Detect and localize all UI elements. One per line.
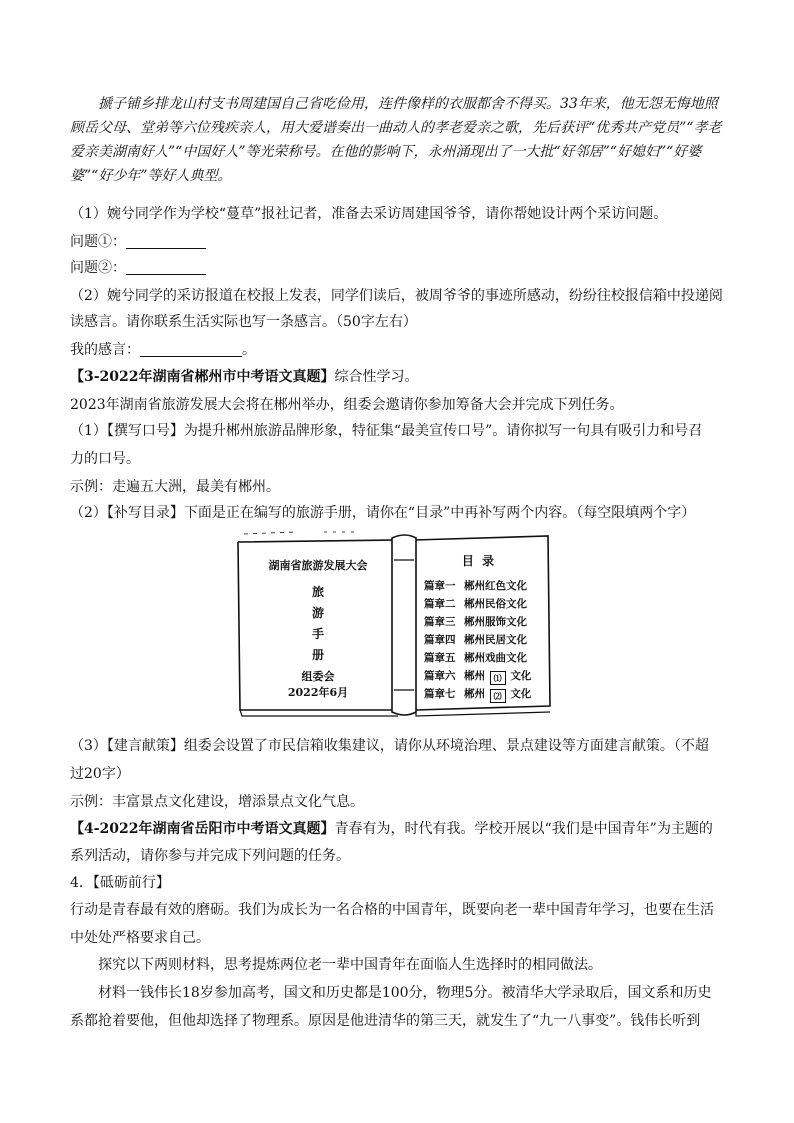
fill-box: ⑴ (490, 671, 506, 685)
section-tag: 【3-2022年湖南省郴州市中考语文真题】 (70, 369, 335, 385)
toc-item-blank: 篇章七 郴州 ⑵ 文化 (424, 688, 532, 701)
answer-label: 问题②： (70, 260, 126, 276)
answer-blank[interactable] (140, 341, 242, 357)
section-3-q3-line2: 过20字） (70, 766, 130, 782)
section-3-intro: 2023年湖南省旅游发展大会将在郴州举办，组委会邀请你参加筹备大会并完成下列任务。 (70, 397, 624, 413)
cover-char: 册 (311, 648, 324, 662)
section-tag: 【4-2022年湖南省岳阳市中考语文真题】 (70, 821, 335, 837)
section-4-p1-line1: 行动是青春最有效的磨砺。我们为成长为一名合格的中国青年，既要向老一辈中国青年学习，也要在生活 (70, 902, 714, 918)
section-4-header: 【4-2022年湖南省岳阳市中考语文真题】青春有为，时代有我。学校开展以“我们是中国青年”为主题的 (70, 821, 713, 837)
cover-date: 2022年6月 (287, 686, 349, 699)
travel-handbook-image (234, 530, 554, 718)
cover-org: 组委会 (301, 670, 335, 683)
toc-item: 篇章四 郴州民居文化 (424, 634, 527, 646)
section-4-number: 4．【砥砺前行】 (70, 875, 170, 891)
question-2-answer: 我的感言： 。 (70, 342, 256, 358)
answer-blank[interactable] (126, 233, 206, 249)
question-1-answer-a (70, 232, 206, 252)
toc-item-blank: 篇章六 郴州 ⑴ 文化 (424, 670, 532, 683)
fill-box: ⑵ (490, 689, 506, 703)
answer-label: 我的感言： (70, 342, 140, 358)
cover-char: 手 (311, 627, 324, 641)
question-1: （1）婉兮同学作为学校“蔓草”报社记者，准备去采访周建国爷爷，请你帮她设计两个采访问题。 (70, 206, 668, 222)
question-1-answer-b (70, 258, 206, 278)
toc-title: 目 录 (461, 554, 495, 568)
section-4-p3-line1: 材料一钱伟长18岁参加高考，国文和历史都是100分，物理5分。被清华大学录取后，国文系和历史 (98, 985, 712, 1001)
section-4-p2: 探究以下两则材料，思考提炼两位老一辈中国青年在面临人生选择时的相同做法。 (98, 957, 602, 973)
section-3-header: 【3-2022年湖南省郴州市中考语文真题】综合性学习。 (70, 369, 419, 385)
intro-paragraph: 搋子铺乡排龙山村支书周建国自己省吃俭用，连件像样的衣服都舍不得买。33年来，他无怨无悔地照顾岳父母、堂弟等六位残疾亲人，用大爱谱奏出一曲动人的孝老爱亲之歌，先后获评“优秀共产党员”“孝老爱亲美湖南好人”“中国好人”等光荣称号。在他的影响下，永州涌现出了一大批“好邻居”“好媳妇”“好婆婆”“好少年”等好人典型。 (70, 96, 722, 184)
section-4-p1-line2: 中处处严格要求自己。 (70, 930, 210, 946)
section-3-example-1: 示例：走遍五大洲，最美有郴州。 (70, 479, 280, 495)
section-3-q2: （2）【补写目录】下面是正在编写的旅游手册，请你在“目录”中再补写两个内容。（每空限填两个字） (70, 505, 696, 521)
toc-item: 篇章五 郴州戏曲文化 (424, 652, 527, 664)
cover-char: 游 (311, 606, 324, 620)
question-2-line2: 读感言。请你联系生活实际也写一条感言。（50字左右） (70, 314, 417, 330)
question-2-line1: （2）婉兮同学的采访报道在校报上发表，同学们读后，被周爷爷的事迹所感动，纷纷往校报信箱中投递阅 (70, 288, 723, 304)
section-3-example-3: 示例：丰富景点文化建设，增添景点文化气息。 (70, 794, 364, 810)
section-4-p3-line2: 系都抢着要他，但他却选择了物理系。原因是他进清华的第三天，就发生了“九一八事变”。钱伟长听到 (70, 1013, 701, 1029)
answer-label: 问题①： (70, 234, 126, 250)
section-4-line2: 系列活动，请你参与并完成下列问题的任务。 (70, 848, 350, 864)
toc-item: 篇章二 郴州民俗文化 (424, 598, 527, 610)
cover-char: 旅 (311, 585, 324, 599)
toc-item: 篇章一 郴州红色文化 (424, 580, 527, 592)
toc-item: 篇章三 郴州服饰文化 (424, 616, 527, 628)
section-3-q1-line1: （1）【撰写口号】为提升郴州旅游品牌形象，特征集“最美宣传口号”。请你拟写一句具有吸引力和号召 (70, 423, 703, 439)
section-3-q3-line1: （3）【建言献策】组委会设置了市民信箱收集建议，请你从环境治理、景点建设等方面建言献策。（不超 (70, 738, 709, 754)
section-3-q1-line2: 力的口号。 (70, 451, 140, 467)
cover-title: 湖南省旅游发展大会 (268, 559, 368, 572)
answer-blank[interactable] (126, 259, 206, 275)
